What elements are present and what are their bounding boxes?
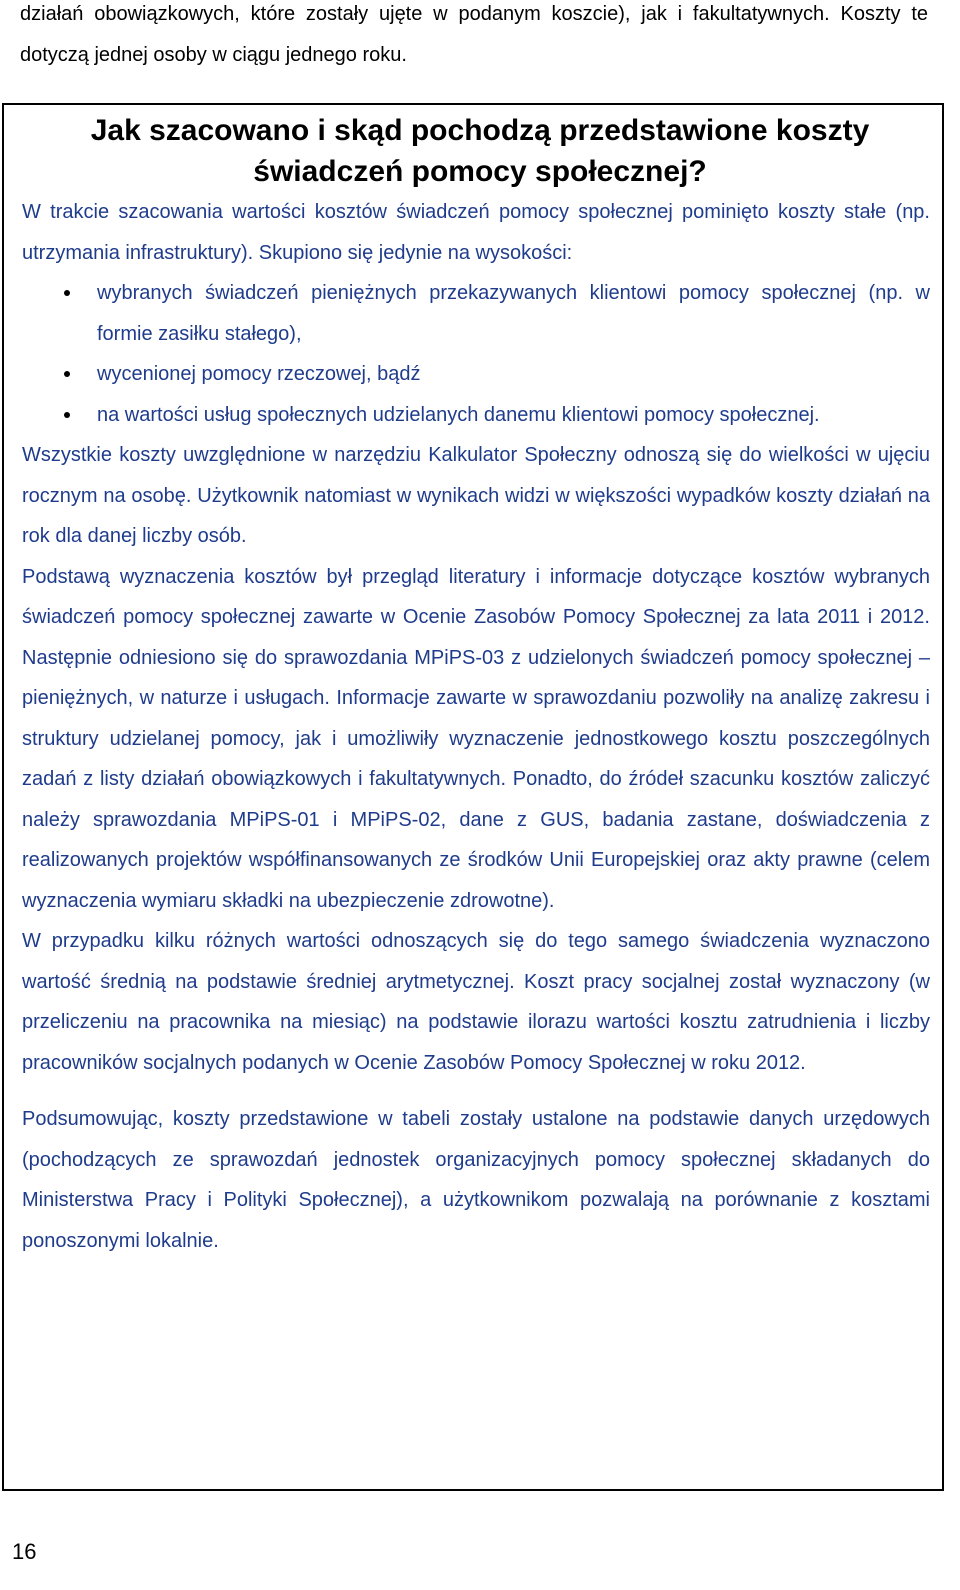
paragraph-sources: Podstawą wyznaczenia kosztów był przegląd literatury i informacje dotyczące kosztów wybranych świadczeń pomocy społecznej zawarte w Ocenie Zasobów Pomocy Społecznej za lata 2011 i 2012. Następnie odniesiono się do sprawozdania MPiPS-03 z udzielonych świadczeń pomocy społecznej – pieniężnych, w naturze i usługach. Informacje zawarte w sprawozdaniu pozwoliły na analizę zakresu i struktury udzielanej pomocy, jak i umożliwiły wyznaczenie jednostkowego kosztu poszczególnych zadań z listy działań obowiązkowych i fakultatywnych. Ponadto, do źródeł szacunku kosztów zaliczyć należy sprawozdania MPiPS-01 i MPiPS-02, dane z GUS, badania zastane, doświadczenia z realizowanych projektów współfinansowanych ze środków Unii Europejskiej oraz akty prawne (celem wyznaczenia wymiaru składki na ubezpieczenie zdrowotne). xyxy=(22,565,930,912)
bullet-item: wybranych świadczeń pieniężnych przekazywanych klientowi pomocy społecznej (np. w formie zasiłku stałego), xyxy=(22,273,930,354)
bullet-item: wycenionej pomocy rzeczowej, bądź xyxy=(22,354,930,395)
box-title xyxy=(22,111,930,192)
box-title-line-1: Jak szacowano i skąd pochodzą przedstawione koszty xyxy=(90,114,870,147)
paragraph-fixed-costs: W trakcie szacowania wartości kosztów świadczeń pomocy społecznej pominięto koszty stałe (np. utrzymania infrastruktury). Skupiono się jedynie na wysokości: xyxy=(22,201,930,264)
bullet-item: na wartości usług społecznych udzielanych danemu klientowi pomocy społecznej. xyxy=(22,395,930,436)
intro-paragraph: działań obowiązkowych, które zostały ujęte w podanym koszcie), jak i fakultatywnych. Koszty te dotyczą jednej osoby w ciągu jednego roku. xyxy=(20,3,928,66)
box-title-line-2: świadczeń pomocy społecznej? xyxy=(253,154,707,188)
paragraph-spacer xyxy=(22,1083,930,1099)
paragraph-annual-costs: Wszystkie koszty uwzględnione w narzędziu Kalkulator Społeczny odnoszą się do wielkości w ujęciu rocznym na osobę. Użytkownik natomiast w wynikach widzi w większości wypadków koszty działań na rok dla danej liczby osób. xyxy=(22,444,930,547)
info-box xyxy=(2,103,944,1491)
page-number: 16 xyxy=(12,1539,37,1564)
bullet-list xyxy=(22,273,930,435)
paragraph-summary: Podsumowując, koszty przedstawione w tabeli zostały ustalone na podstawie danych urzędowych (pochodzących ze sprawozdań jednostek organizacyjnych pomocy społecznej składanych do Ministerstwa Pracy i Polityki Społecznej), a użytkownikom pozwalają na porównanie z kosztami ponoszonymi lokalnie. xyxy=(22,1108,930,1252)
info-box-content xyxy=(22,111,930,1261)
paragraph-average-values: W przypadku kilku różnych wartości odnoszących się do tego samego świadczenia wyznaczono wartość średnią na podstawie średniej arytmetycznej. Koszt pracy socjalnej został wyznaczony (w przeliczeniu na pracownika na miesiąc) na podstawie ilorazu wartości kosztu zatrudnienia i liczby pracowników socjalnych podanych w Ocenie Zasobów Pomocy Społecznej w roku 2012. xyxy=(22,930,930,1074)
